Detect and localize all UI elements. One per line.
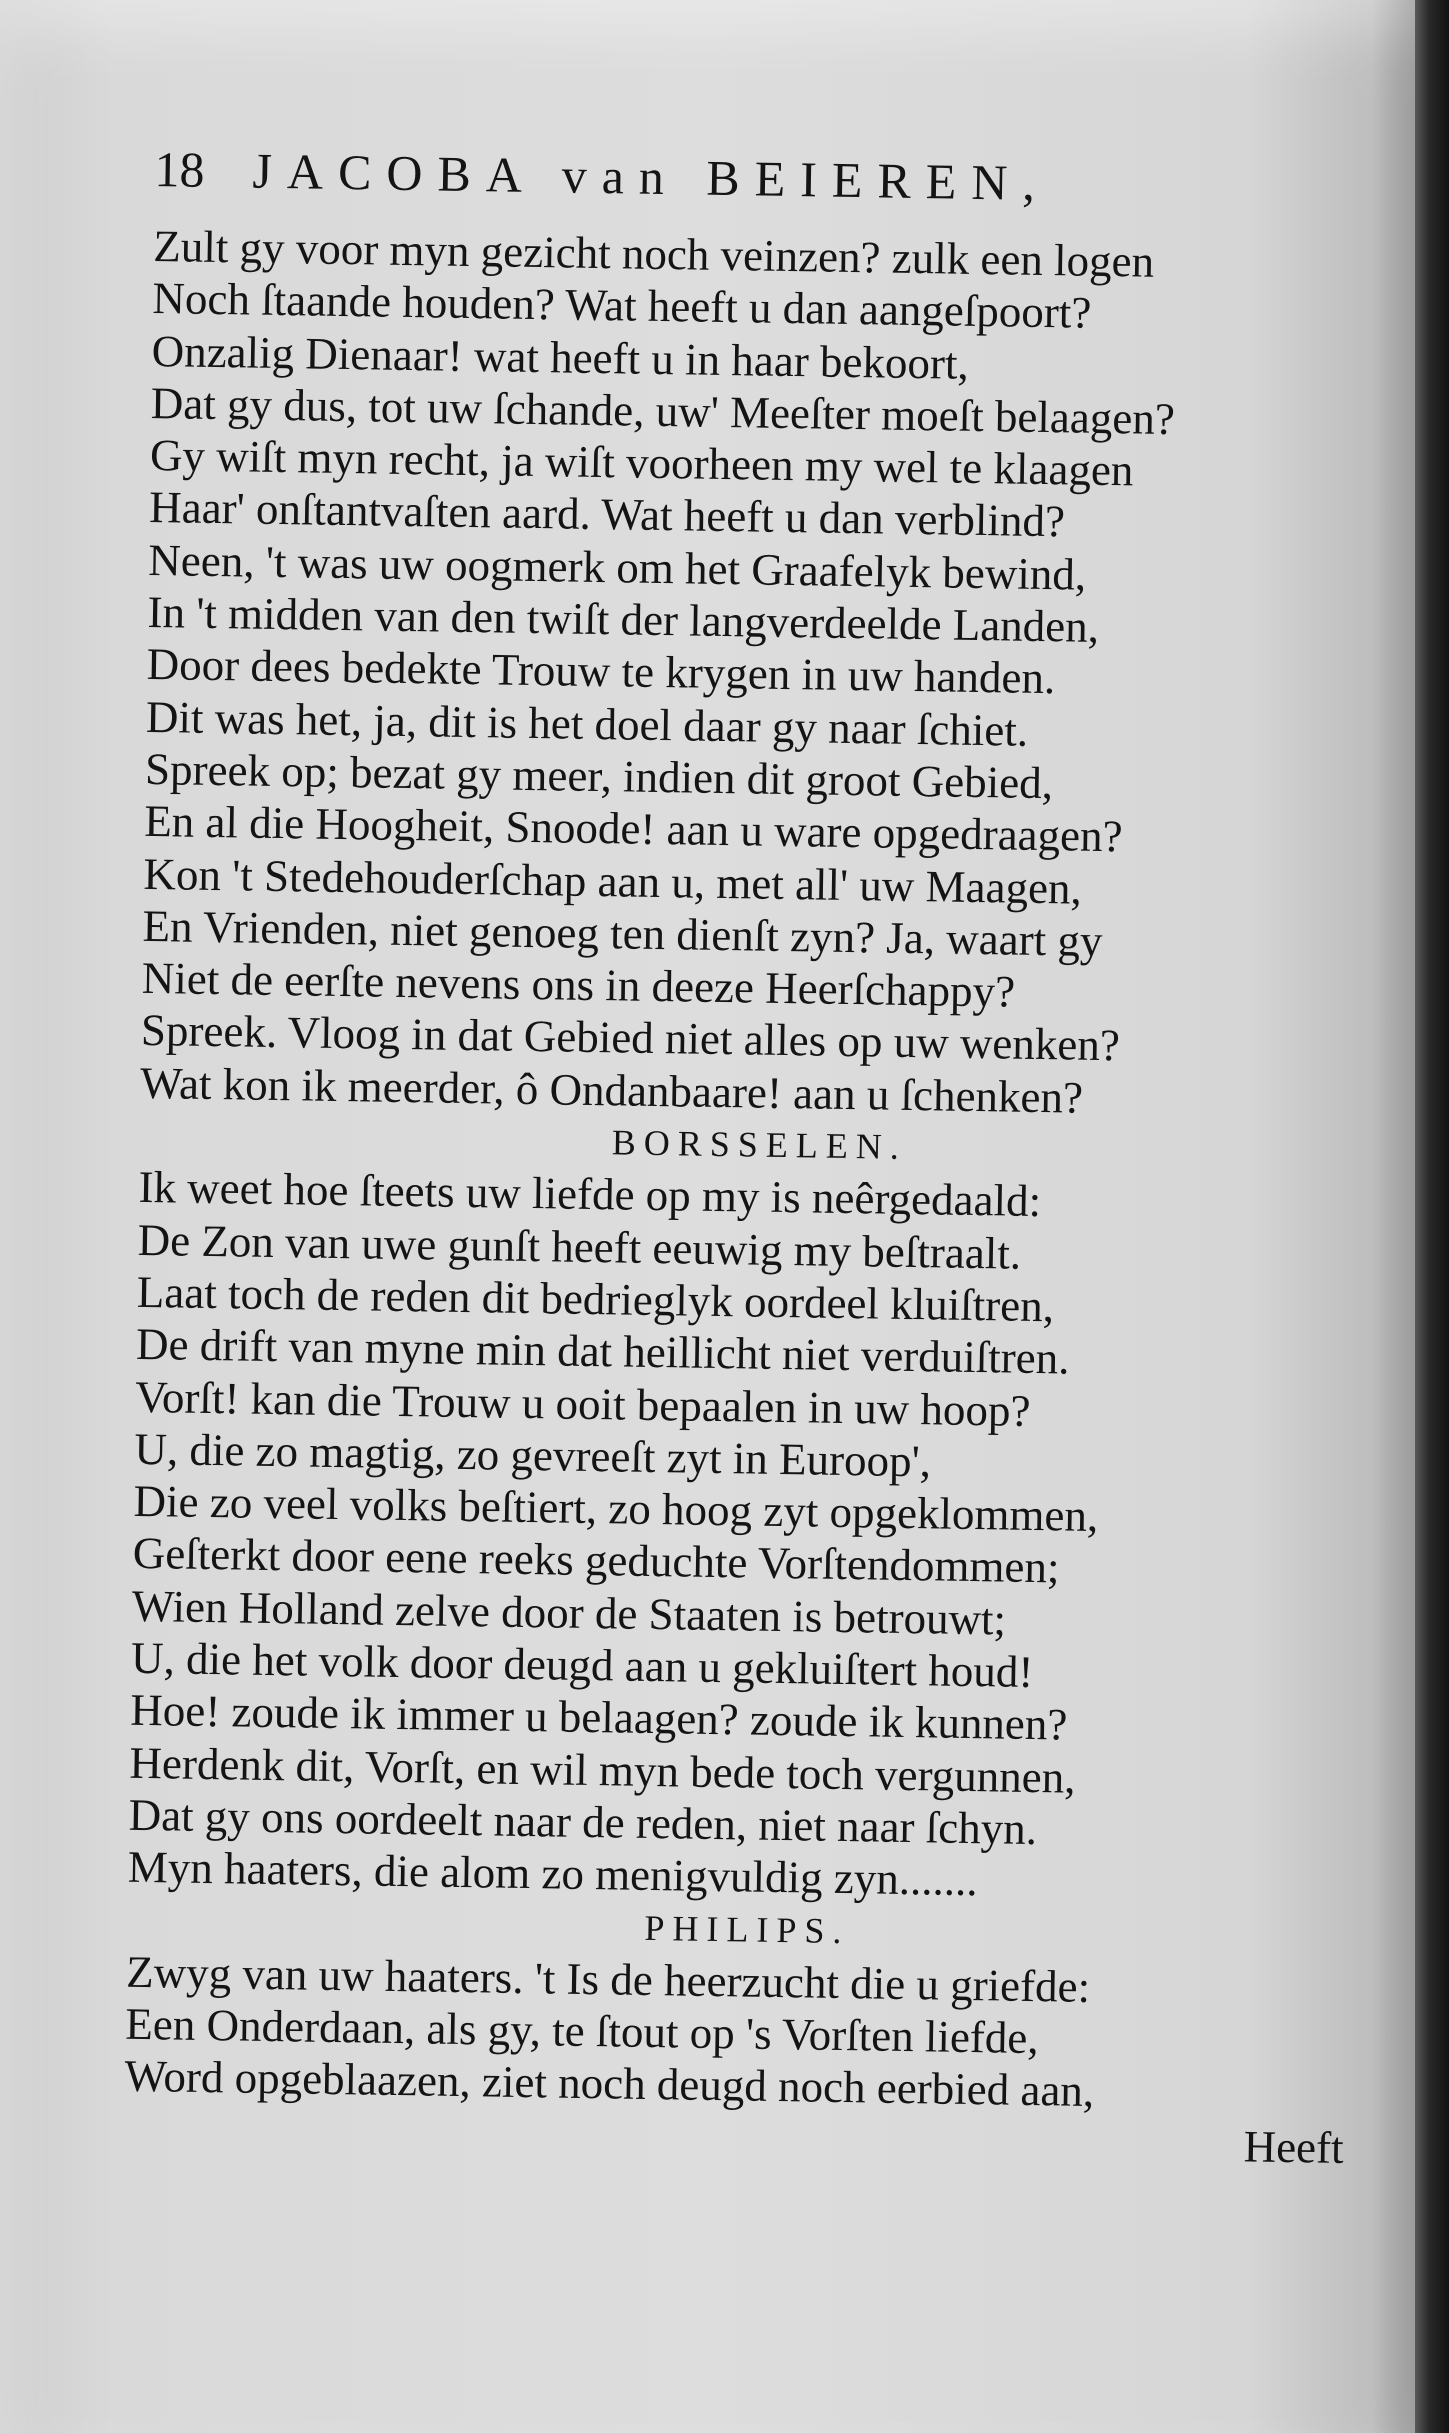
verse-line: U, die het volk door deugd aan u gekluiſtert houd! (130, 1632, 1034, 1697)
verse-line: De Zon van uwe gunſt heeft eeuwig my beſtraalt. (137, 1214, 1022, 1279)
verse-line: En al die Hoogheit, Snoode! aan u ware opgedraagen? (143, 796, 1123, 862)
verse-section-2 (127, 1161, 1378, 1913)
running-title: JACOBA van BEIEREN, (252, 142, 1051, 212)
verse-line: Een Onderdaan, als gy, te ſtout op 's Vorſten liefde, (125, 1998, 1040, 2064)
verse-line: Hoe! zoude ik immer u belaagen? zoude ik kunnen? (129, 1685, 1068, 1750)
verse-line: Noch ſtaande houden? Wat heeft u dan aangeſpoort? (152, 273, 1092, 339)
page-text-block (123, 140, 1394, 2174)
verse-line: In 't midden van den twiſt der langverdeelde Landen, (147, 587, 1100, 652)
page-edge-shadow (1415, 0, 1449, 2433)
verse-line: En Vrienden, niet genoeg ten dienſt zyn? Ja, waart gy (142, 900, 1103, 966)
page-number: 18 (154, 140, 205, 198)
verse-line: Niet de eerſte nevens ons in deeze Heerſchappy? (141, 953, 1016, 1017)
verse-line: Die zo veel volks beſtiert, zo hoog zyt opgeklommen, (133, 1475, 1099, 1542)
verse-line: Spreek op; bezat gy meer, indien dit groot Gebied, (144, 743, 1054, 809)
verse-line: Zwyg van uw haaters. 't Is de heerzucht die u griefde: (125, 1946, 1091, 2012)
verse-line: Wien Holland zelve door de Staaten is betrouwt; (131, 1580, 1007, 1645)
verse-line: Dat gy dus, tot uw ſchande, uw' Meeſter moeſt belaagen? (150, 377, 1176, 444)
verse-line: Dit was het, ja, dit is het doel daar gy naar ſchiet. (145, 691, 1029, 756)
verse-line: De drift van myne min dat heillicht niet verduiſtren. (135, 1319, 1070, 1384)
verse-line: Ik weet hoe ſteets uw liefde op my is neêrgedaald: (138, 1162, 1042, 1227)
verse-line: Haar' onſtantvaſten aard. Wat heeft u dan verblind? (148, 482, 1066, 547)
verse-line: Kon 't Stedehouderſchap aan u, met all' uw Maagen, (143, 848, 1083, 914)
verse-line: Wat kon ik meerder, ô Ondanbaare! aan u ſchenken? (139, 1057, 1084, 1123)
verse-line: Word opgeblaazen, ziet noch deugd noch eerbied aan, (124, 2051, 1095, 2117)
verse-line: Door dees bedekte Trouw te krygen in uw handen. (146, 639, 1056, 704)
speaker-name-borsselen: BORSSELEN. (611, 1122, 908, 1167)
catchword: Heeft (1243, 2121, 1345, 2173)
speaker-name-philips: PHILIPS. (644, 1907, 850, 1951)
verse-line: Herdenk dit, Vorſt, en wil myn bede toch vergunnen, (129, 1737, 1076, 1803)
verse-line: Spreek. Vloog in dat Gebied niet alles op uw wenken? (140, 1005, 1121, 1071)
verse-line: Myn haaters, die alom zo menigvuldig zyn....... (127, 1841, 978, 1906)
verse-line: Vorſt! kan die Trouw u ooit bepaalen in uw hoop? (134, 1371, 1031, 1436)
verse-line: Zult gy voor myn gezicht noch veinzen? zulk een logen (152, 220, 1155, 287)
verse-line: Laat toch de reden dit bedrieglyk oordeel kluiſtren, (136, 1266, 1055, 1332)
verse-line: U, die zo magtig, zo gevreeſt zyt in Euroop', (134, 1423, 932, 1487)
verse-line: Gy wiſt myn recht, ja wiſt voorheen my wel te klaagen (149, 430, 1134, 496)
verse-line: Onzalig Dienaar! wat heeft u in haar bekoort, (151, 325, 970, 389)
verse-section-3 (124, 1946, 1366, 2122)
verse-line: Dat gy ons oordeelt naar de reden, niet naar ſchyn. (128, 1789, 1038, 1854)
verse-line: Geſterkt door eene reeks geduchte Vorſtendommen; (132, 1528, 1060, 1593)
verse-section-1 (140, 220, 1394, 1128)
verse-line: Neen, 't was uw oogmerk om het Graafelyk bewind, (148, 534, 1087, 600)
